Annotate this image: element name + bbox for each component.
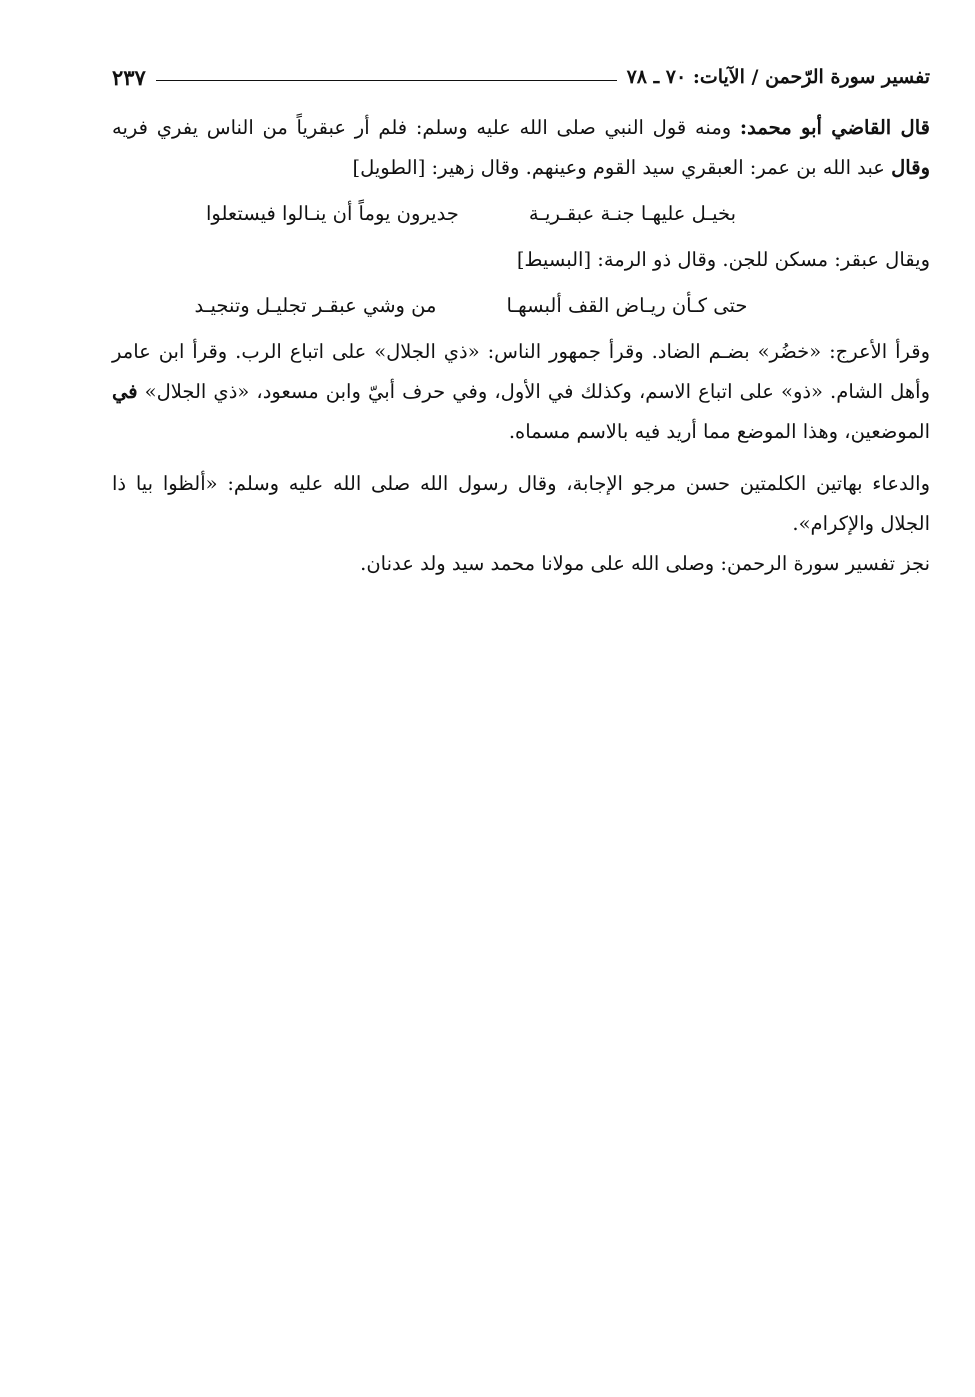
verse-2-second-hemistich: من وشي عبقـر تجليـل وتنجيـد — [194, 294, 437, 317]
paragraph-3-text-2: الموضعين، وهذا الموضع مما أريد فيه بالاسم مسماه. — [508, 420, 930, 443]
paragraph-3-text: وقرأ الأعرج: «خضُر» بضـم الضاد. وقرأ جمهور الناس: «ذي الجلال» على اتباع الرب. وقرأ ابن عامر وأهل الشام. «ذو» على اتباع الاسم، وكذلك في الأول، وفي حرف أبيّ وابن مسعود، «ذي الجلال» — [112, 340, 930, 403]
page-number: ٢٣٧ — [112, 64, 146, 90]
verse-2 — [112, 280, 830, 332]
paragraph-1-bold-2: وقال — [891, 156, 930, 179]
paragraph-3-bold: في — [112, 380, 138, 403]
paragraph-5: نجز تفسير سورة الرحمن: وصلى الله على مولانا محمد سيد ولد عدنان. — [360, 552, 930, 575]
verse-2-first-hemistich: حتى كـأن ريـاض القف ألبسهـا — [506, 294, 748, 317]
spacer — [112, 452, 930, 464]
paragraph-4: والدعاء بهاتين الكلمتين حسن مرجو الإجابة، وقال رسول الله صلى الله عليه وسلم: «ألظوا بيا ذا الجلال والإكرام». — [112, 472, 930, 535]
paragraph-1-text: ومنه قول النبي صلى الله عليه وسلم: فلم أر عبقرياً من الناس يفري فريه — [112, 116, 740, 139]
paragraph-1 — [112, 108, 930, 188]
verse-1-second-hemistich: جديرون يوماً أن ينـالوا فيستعلوا — [205, 202, 459, 225]
verse-1-first-hemistich: بخيـل عليهـا جنـة عبقـريـة — [528, 202, 737, 225]
header-title: تفسير سورة الرّحمن / الآيات: ٧٠ ـ ٧٨ — [626, 66, 930, 88]
verse-1 — [112, 188, 830, 240]
body-text — [112, 108, 930, 584]
paragraph-2: ويقال عبقر: مسكن للجن. وقال ذو الرمة: [البسيط] — [516, 248, 930, 271]
paragraph-1-text-2: عبد الله بن عمر: العبقري سيد القوم وعينهم. وقال زهير: [الطويل] — [352, 156, 892, 179]
speaker-label: قال القاضي أبو محمد: — [739, 116, 930, 139]
running-header — [112, 62, 930, 92]
paragraph-3 — [112, 332, 930, 452]
header-rule — [156, 80, 617, 81]
